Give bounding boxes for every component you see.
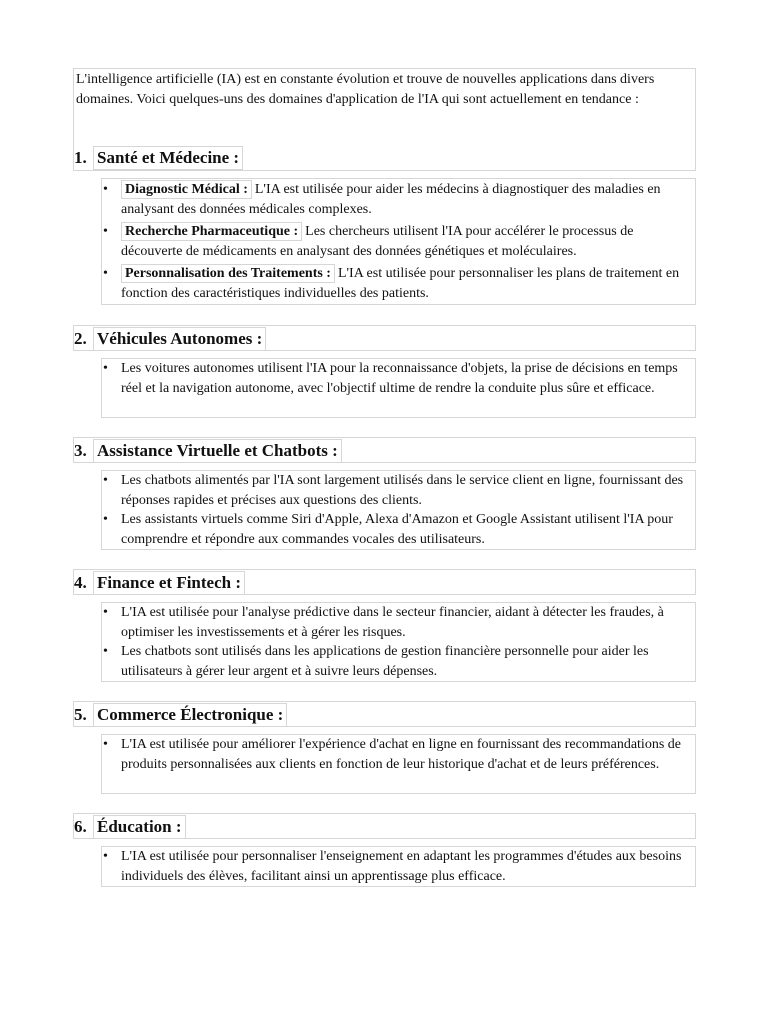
item-term: Diagnostic Médical :	[121, 180, 252, 199]
bullet-icon: •	[103, 182, 108, 197]
section-number: 3.	[74, 441, 87, 460]
section-list-2	[101, 358, 696, 418]
list-item	[102, 359, 691, 398]
section-number: 1.	[74, 148, 87, 167]
section-number: 5.	[74, 705, 87, 724]
list-item	[102, 180, 691, 219]
section-number: 4.	[74, 573, 87, 592]
item-term: Recherche Pharmaceutique :	[121, 222, 302, 241]
item-text: L'IA est utilisée pour améliorer l'expérience d'achat en ligne en fournissant des recommandations de produits personnalisées aux clients en fonction de leur historique d'achat et de leurs préférences.	[121, 737, 681, 772]
section-list-6	[101, 846, 696, 887]
section-number: 6.	[74, 817, 87, 836]
list-item	[102, 222, 691, 261]
bullet-icon: •	[103, 737, 108, 752]
item-text: L'IA est utilisée pour aider les médecins à diagnostiquer des maladies en analysant des données médicales complexes.	[121, 182, 661, 217]
item-text: L'IA est utilisée pour l'analyse prédictive dans le secteur financier, aidant à détecter les fraudes, à optimiser les investissements et à gérer les risques.	[121, 605, 664, 640]
bullet-icon: •	[103, 512, 108, 527]
list-item	[102, 510, 691, 549]
item-text: Les assistants virtuels comme Siri d'Apple, Alexa d'Amazon et Google Assistant utilisent l'IA pour comprendre et répondre aux commandes vocales des utilisateurs.	[121, 512, 673, 547]
section-list-5	[101, 734, 696, 794]
list-item	[102, 642, 691, 681]
section-title: Véhicules Autonomes :	[93, 327, 266, 351]
item-text: Les chatbots alimentés par l'IA sont largement utilisés dans le service client en ligne, fournissant des réponses rapides et précises aux questions des clients.	[121, 473, 684, 508]
section-list-1	[101, 178, 696, 305]
list-item	[102, 735, 691, 774]
item-text: L'IA est utilisée pour personnaliser l'enseignement en adaptant les programmes d'études aux besoins individuels des élèves, facilitant ainsi un apprentissage plus efficace.	[121, 849, 682, 884]
item-text: Les chercheurs utilisent l'IA pour accélérer le processus de découverte de médicaments en analysant des données génétiques et moléculaires.	[121, 224, 634, 259]
section-title: Finance et Fintech :	[93, 571, 245, 595]
list-item	[102, 847, 691, 886]
section-title: Commerce Électronique :	[93, 703, 287, 727]
section-list-4	[101, 602, 696, 682]
bullet-icon: •	[103, 224, 108, 239]
bullet-icon: •	[103, 849, 108, 864]
bullet-icon: •	[103, 644, 108, 659]
section-number: 2.	[74, 329, 87, 348]
section-title: Santé et Médecine :	[93, 146, 243, 170]
section-list-3	[101, 470, 696, 550]
section-title: Éducation :	[93, 815, 186, 839]
item-text: L'IA est utilisée pour personnaliser les plans de traitement en fonction des caractéristiques individuelles des patients.	[121, 266, 680, 301]
intro-text: L'intelligence artificielle (IA) est en constante évolution et trouve de nouvelles applications dans divers domaines. Voici quelques-uns des domaines d'application de l'IA qui sont actuellement en tendance :	[76, 72, 655, 107]
item-text: Les voitures autonomes utilisent l'IA pour la reconnaissance d'objets, la prise de décisions en temps réel et la navigation autonome, avec l'objectif ultime de rendre la conduite plus sûre et efficace.	[121, 361, 678, 396]
bullet-icon: •	[103, 473, 108, 488]
list-item	[102, 264, 691, 303]
bullet-icon: •	[103, 605, 108, 620]
item-text: Les chatbots sont utilisés dans les applications de gestion financière personnelle pour aider les utilisateurs à gérer leur argent et à suivre leurs dépenses.	[121, 644, 649, 679]
section-title: Assistance Virtuelle et Chatbots :	[93, 439, 342, 463]
bullet-icon: •	[103, 361, 108, 376]
list-item	[102, 471, 691, 510]
bullet-icon: •	[103, 266, 108, 281]
list-item	[102, 603, 691, 642]
item-term: Personnalisation des Traitements :	[121, 264, 335, 283]
